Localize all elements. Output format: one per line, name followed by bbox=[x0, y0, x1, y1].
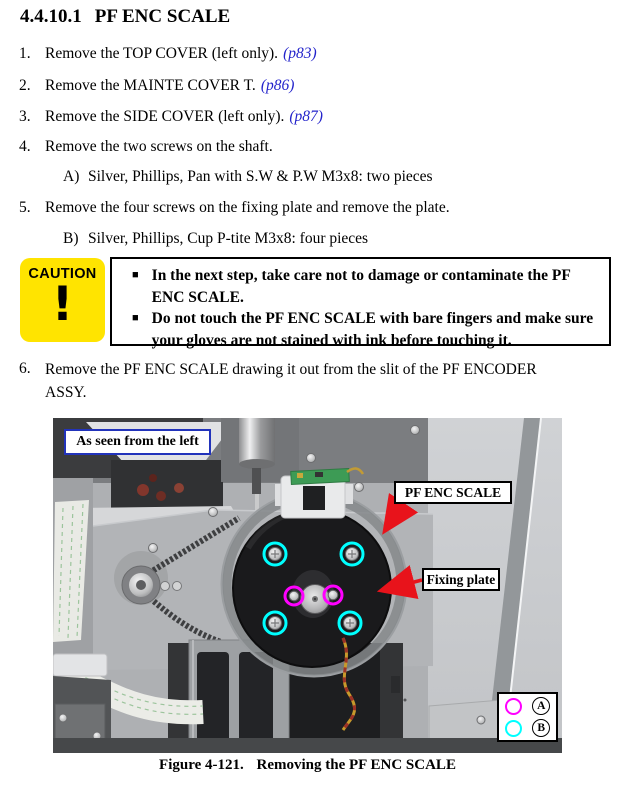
step-number: 4. bbox=[19, 138, 31, 155]
step-number: 2. bbox=[19, 77, 31, 94]
exclamation-icon: ! bbox=[51, 277, 74, 332]
step-number: 5. bbox=[19, 199, 31, 216]
view-label: As seen from the left bbox=[64, 429, 211, 455]
caution-bullet-2 bbox=[112, 308, 609, 351]
figure-caption-text: Removing the PF ENC SCALE bbox=[256, 757, 456, 773]
section-name: PF ENC SCALE bbox=[94, 6, 231, 27]
substep-letter: B) bbox=[63, 230, 79, 247]
step-text: Remove the four screws on the fixing plate and remove the plate. bbox=[45, 199, 450, 216]
callout-fixing-plate: Fixing plate bbox=[422, 568, 500, 591]
step-number: 3. bbox=[19, 108, 31, 125]
figure-4-121 bbox=[53, 418, 562, 774]
caution-box bbox=[110, 257, 611, 349]
step-text: Remove the SIDE COVER (left only). bbox=[45, 108, 285, 125]
figure-number: Figure 4-121. bbox=[159, 757, 244, 773]
callout-pf-enc-scale: PF ENC SCALE bbox=[394, 481, 512, 504]
square-bullet-icon: ■ bbox=[132, 312, 139, 324]
step-number: 1. bbox=[19, 45, 31, 62]
caution-label: CAUTION bbox=[28, 266, 97, 282]
page-link-p87[interactable]: (p87) bbox=[289, 108, 323, 125]
section-heading bbox=[20, 6, 230, 28]
caution-icon bbox=[20, 258, 105, 342]
square-bullet-icon: ■ bbox=[132, 269, 139, 281]
photo-frame bbox=[53, 418, 562, 753]
legend-box bbox=[497, 692, 558, 742]
figure-caption bbox=[53, 757, 562, 774]
substep-text: Silver, Phillips, Pan with S.W & P.W M3x8: two pieces bbox=[88, 168, 433, 185]
caution-bullet-1 bbox=[112, 265, 609, 308]
legend-letter-a: A bbox=[532, 697, 550, 715]
magenta-ring-icon bbox=[505, 698, 522, 715]
caution-text: In the next step, take care not to damage or contaminate the PF ENC SCALE. bbox=[151, 267, 571, 306]
step-text: Remove the MAINTE COVER T. bbox=[45, 77, 256, 94]
page-link-p86[interactable]: (p86) bbox=[260, 77, 295, 94]
substep-text: Silver, Phillips, Cup P-tite M3x8: four pieces bbox=[88, 230, 369, 247]
cyan-ring-icon bbox=[505, 720, 522, 737]
substep-letter: A) bbox=[63, 168, 80, 185]
page-link-p83[interactable]: (p83) bbox=[283, 45, 317, 62]
section-number: 4.4.10.1 bbox=[20, 6, 82, 27]
legend-letter-b: B bbox=[532, 719, 550, 737]
step-text: Remove the TOP COVER (left only). bbox=[45, 45, 279, 62]
step-text: Remove the two screws on the shaft. bbox=[45, 138, 273, 155]
caution-text: Do not touch the PF ENC SCALE with bare fingers and make sure your gloves are not stained with ink before touching it. bbox=[151, 310, 594, 349]
step-text: Remove the PF ENC SCALE drawing it out from the slit of the PF ENCODER ASSY. bbox=[45, 361, 537, 401]
step-number: 6. bbox=[19, 360, 31, 377]
